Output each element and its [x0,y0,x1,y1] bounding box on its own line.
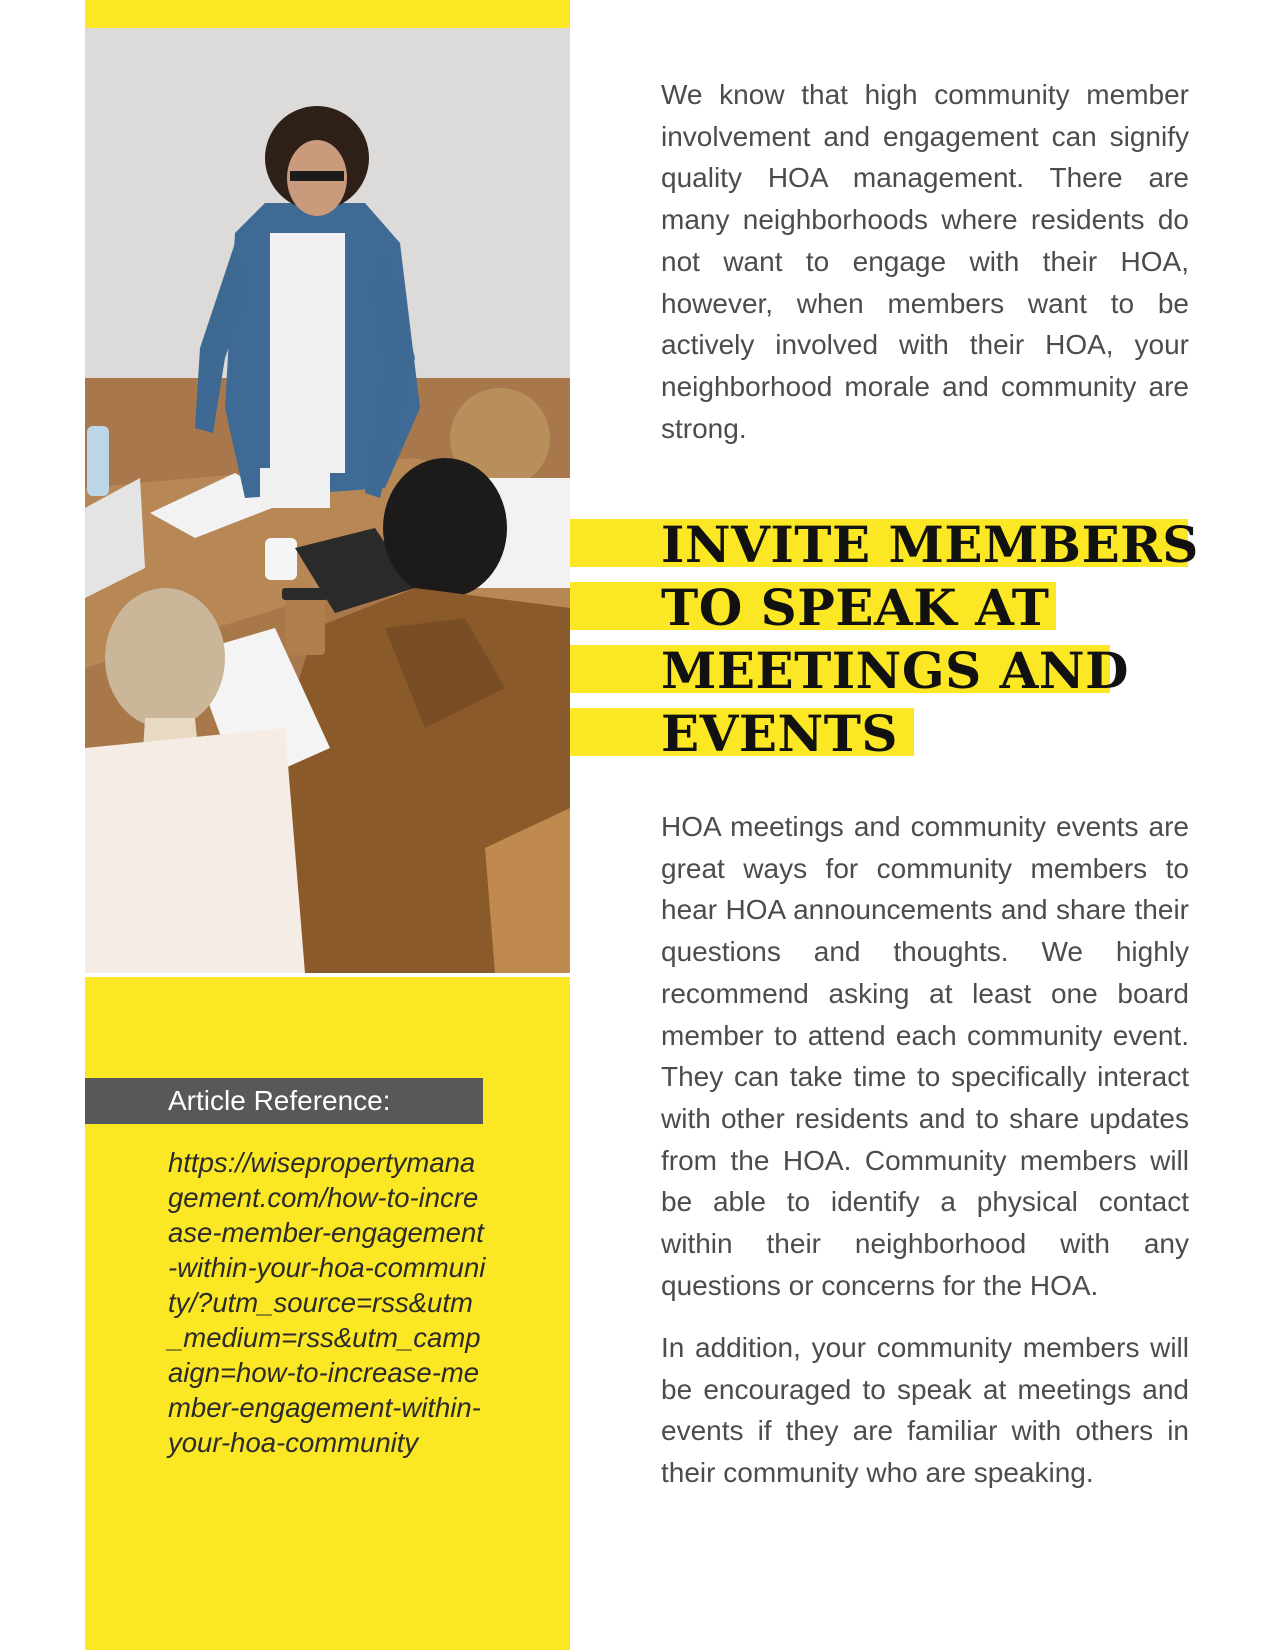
section-heading [661,513,1199,765]
meeting-photo [85,28,570,973]
heading-line-2: TO SPEAK AT [661,578,1050,637]
encouragement-paragraph: In addition, your community members will be encouraged to speak at meetings and events if they are familiar with others in their community who are speaking. [661,1332,1189,1489]
article-reference-url[interactable]: https://wisepropertymanagement.com/how-to-increase-member-engagement-within-your-hoa-community/?utm_source=rss&utm_medium=rss&utm_campaign=how-to-increase-member-engagement-within-your-hoa-community [168,1147,486,1458]
heading-line-4: EVENTS [661,704,899,763]
article-reference-label: Article Reference: [168,1085,391,1116]
heading-line-1: INVITE MEMBERS [661,515,1199,574]
photo-divider [85,973,570,977]
heading-line-3: MEETINGS AND [661,641,1129,700]
meetings-paragraph: HOA meetings and community events are great ways for community members to hear HOA announcements and share their questions and thoughts. We highly recommend asking at least one board member to attend each community event. They can take time to specifically interact with other residents and to share updates from the HOA. Community members will be able to identify a physical contact within their neighborhood with any questions or concerns for the HOA. [661,811,1189,1301]
intro-paragraph: We know that high community member involvement and engagement can signify quality HOA management. There are many neighborhoods where residents do not want to engage with their HOA, however, when members want to be actively involved with their HOA, your neighborhood morale and community are strong. [661,79,1189,444]
